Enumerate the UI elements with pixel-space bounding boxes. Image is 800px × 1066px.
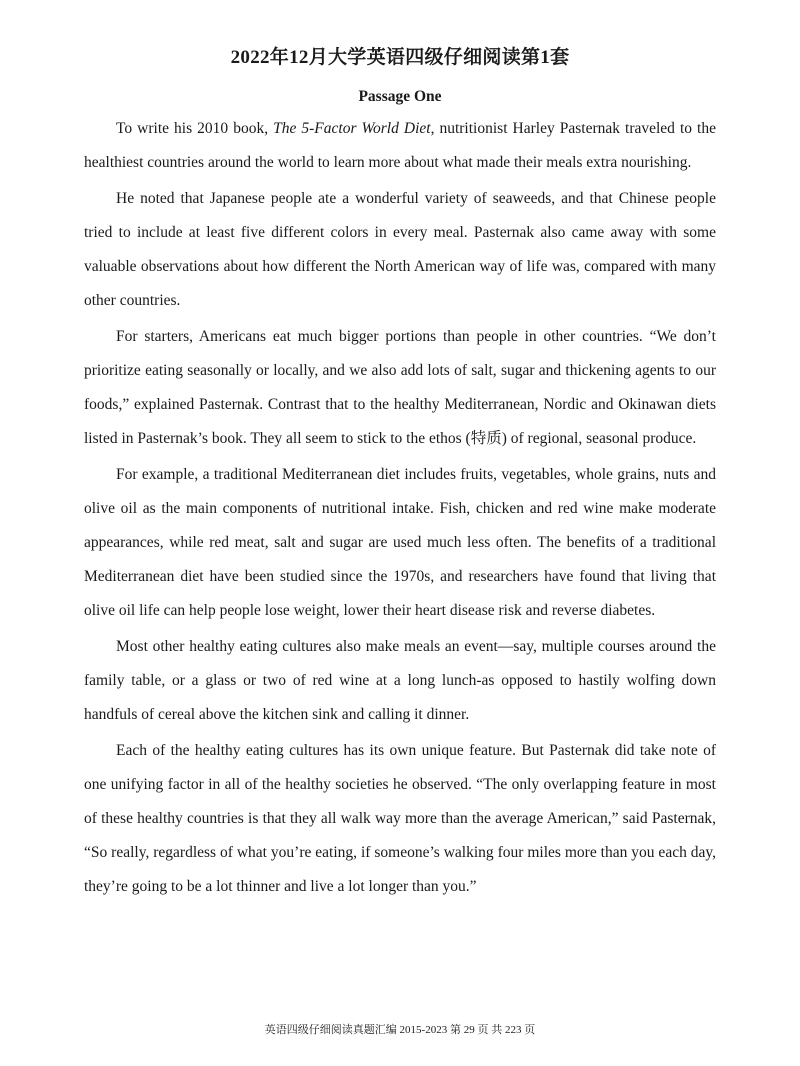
paragraph-5: Most other healthy eating cultures also make meals an event—say, multiple courses around the family table, or a glass or two of red wine at a long lunch-as opposed to hastily wolfing down handfuls of cereal above the kitchen sink and calling it dinner. [84,638,716,723]
passage-title: Passage One [358,88,442,105]
book-title: The 5-Factor World Diet [273,120,431,137]
page-footer: 英语四级仔细阅读真题汇编 2015-2023 第 29 页 共 223 页 [264,1024,536,1036]
paragraph-3: For starters, Americans eat much bigger portions than people in other countries. “We don’t prioritize eating seasonally or locally, and we also add lots of salt, sugar and thickening agents to our foods,” explained Pasternak. Contrast that to the healthy Mediterranean, Nordic and Okinawan diets listed in Pasternak’s book. They all seem to stick to the ethos (特质) of regional, seasonal produce. [84,328,716,447]
paragraph-1-intro: To write his 2010 book, [116,120,274,137]
paragraph-4: For example, a traditional Mediterranean diet includes fruits, vegetables, whole grains, nuts and olive oil as the main components of nutritional intake. Fish, chicken and red wine make moderate appearances, while red meat, salt and sugar are used much less often. The benefits of a traditional Mediterranean diet have been studied since the 1970s, and researchers have found that living that olive oil life can help people lose weight, lower their heart disease risk and reverse diabetes. [84,466,716,619]
passage-body [84,112,716,904]
paragraph-6: Each of the healthy eating cultures has its own unique feature. But Pasternak did take note of one unifying factor in all of the healthy societies he observed. “The only overlapping feature in most of these healthy countries is that they all walk way more than the average American,” said Pasternak, “So really, regardless of what you’re eating, if someone’s walking four miles more than you each day, they’re going to be a lot thinner and live a lot longer than you.” [84,742,716,895]
paragraph-1 [84,112,716,180]
document-title: 2022年12月大学英语四级仔细阅读第1套 [230,47,570,68]
document-page [84,44,716,906]
paragraph-2: He noted that Japanese people ate a wonderful variety of seaweeds, and that Chinese people tried to include at least five different colors in every meal. Pasternak also came away with some valuable observations about how different the North American way of life was, compared with many other countries. [84,190,716,309]
paragraph-1-rest: , nutritionist Harley Pasternak traveled to the healthiest countries around the world to learn more about what made their meals extra nourishing. [84,120,716,171]
